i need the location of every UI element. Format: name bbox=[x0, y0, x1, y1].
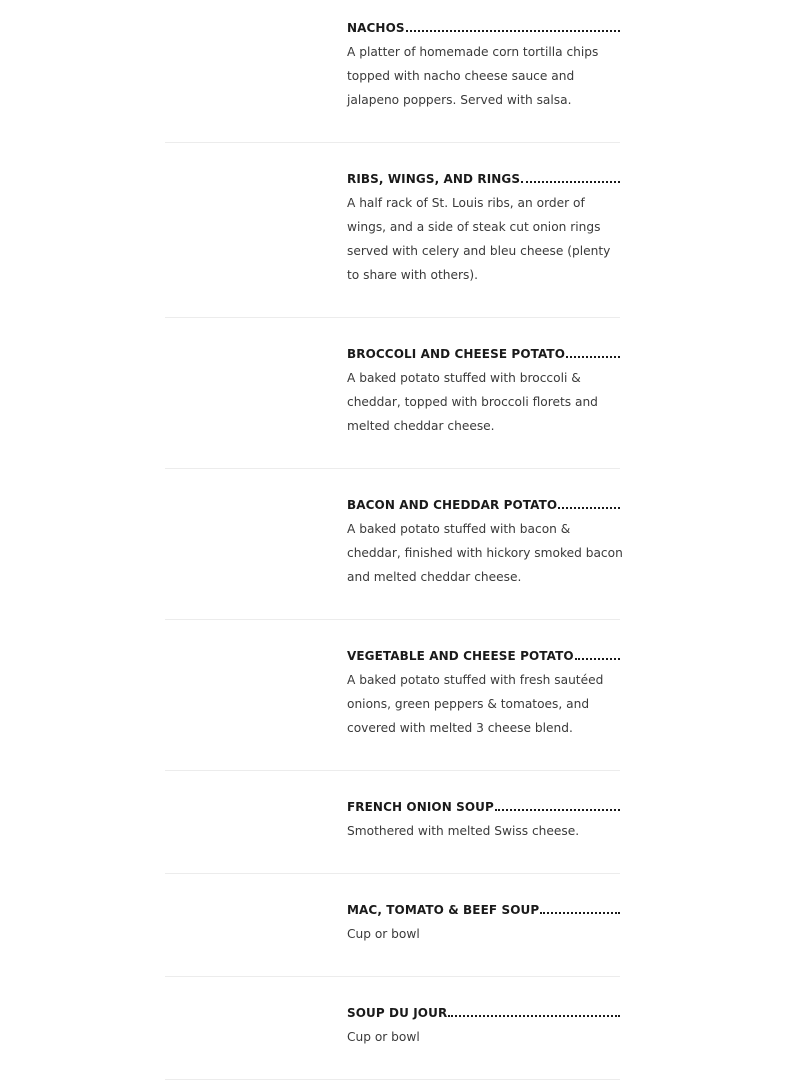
item-title: VEGETABLE AND CHEESE POTATO bbox=[347, 649, 574, 663]
item-description: Cup or bowl bbox=[347, 1030, 420, 1044]
item-description: A baked potato stuffed with fresh sautéed onions, green peppers & tomatoes, and covered with melted 3 cheese blend. bbox=[347, 673, 604, 735]
item-title-row bbox=[347, 1001, 620, 1021]
price-leader-dots bbox=[558, 507, 620, 509]
item-description: A half rack of St. Louis ribs, an order of wings, and a side of steak cut onion rings served with celery and bleu cheese (plenty to share with others). bbox=[347, 196, 611, 282]
item-title-row bbox=[347, 493, 620, 513]
item-title: RIBS, WINGS, AND RINGS bbox=[347, 172, 521, 186]
menu-item bbox=[165, 0, 620, 143]
menu-item bbox=[165, 874, 620, 977]
item-title: SOUP DU JOUR bbox=[347, 1006, 448, 1020]
item-description: A baked potato stuffed with broccoli & cheddar, topped with broccoli florets and melted cheddar cheese. bbox=[347, 371, 598, 433]
item-title: BROCCOLI AND CHEESE POTATO bbox=[347, 347, 566, 361]
price-leader-dots bbox=[566, 356, 620, 358]
menu-item bbox=[165, 771, 620, 874]
menu-item bbox=[165, 143, 620, 318]
item-title-row bbox=[347, 898, 620, 918]
item-description: A baked potato stuffed with bacon & cheddar, finished with hickory smoked bacon and melted cheddar cheese. bbox=[347, 522, 623, 584]
price-leader-dots bbox=[540, 912, 620, 914]
item-title-row bbox=[347, 342, 620, 362]
item-description: Smothered with melted Swiss cheese. bbox=[347, 824, 580, 838]
item-title-row bbox=[347, 795, 620, 815]
menu-item bbox=[165, 318, 620, 469]
item-title: BACON AND CHEDDAR POTATO bbox=[347, 498, 558, 512]
menu-list bbox=[165, 0, 623, 1080]
item-description: A platter of homemade corn tortilla chips topped with nacho cheese sauce and jalapeno poppers. Served with salsa. bbox=[347, 45, 599, 107]
item-title: MAC, TOMATO & BEEF SOUP bbox=[347, 903, 540, 917]
menu-item bbox=[165, 620, 620, 771]
price-leader-dots bbox=[521, 181, 620, 183]
item-title: FRENCH ONION SOUP bbox=[347, 800, 494, 814]
price-leader-dots bbox=[575, 658, 620, 660]
item-title-row bbox=[347, 644, 620, 664]
item-title-row bbox=[347, 16, 620, 36]
menu-item bbox=[165, 977, 620, 1080]
price-leader-dots bbox=[406, 30, 620, 32]
item-title-row bbox=[347, 167, 620, 187]
item-title: NACHOS bbox=[347, 21, 405, 35]
item-description: Cup or bowl bbox=[347, 927, 420, 941]
price-leader-dots bbox=[448, 1015, 620, 1017]
price-leader-dots bbox=[495, 809, 620, 811]
menu-item bbox=[165, 469, 623, 620]
